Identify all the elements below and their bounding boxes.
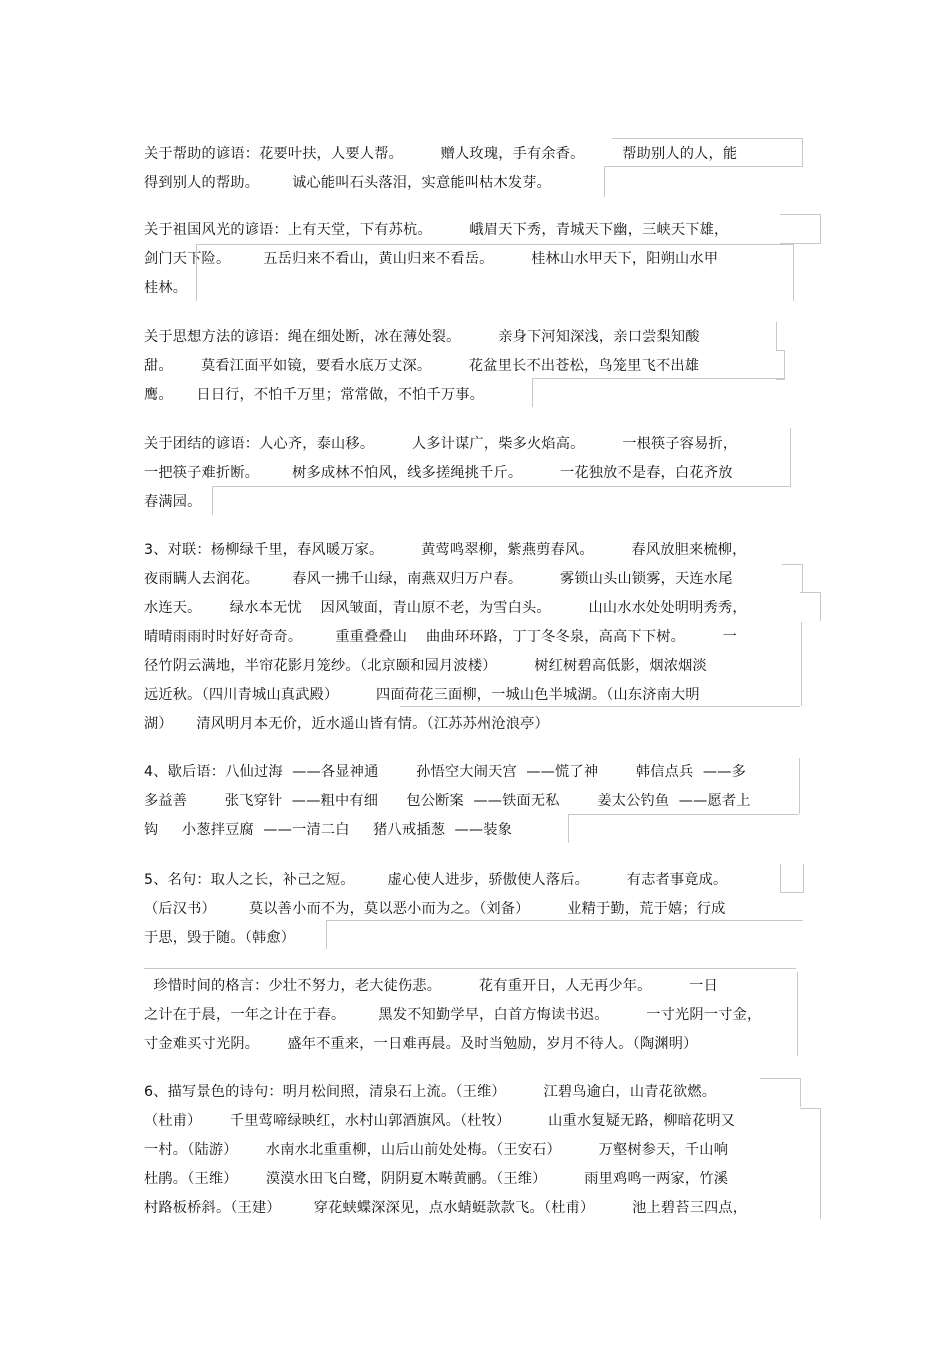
layout-fragment-line [212,486,791,515]
layout-fragment-line [780,214,821,244]
text-line: 寸金难买寸光阴。 盛年不重来，一日难再晨。及时当勉励，岁月不待人。（陶渊明） [144,1036,698,1052]
layout-fragment-line [760,1078,801,1107]
layout-fragment-line [568,814,799,843]
layout-fragment-line [796,972,798,1056]
text-line: 关于思想方法的谚语：绳在细处断，冰在薄处裂。 亲身下河知深浅，亲口尝梨知酸 [144,329,700,345]
text-line: 关于团结的谚语：人心齐，泰山移。 人多计谋广，柴多火焰高。 一根筷子容易折， [144,436,738,452]
text-line: （后汉书） 莫以善小而不为，莫以恶小而为之。（刘备） 业精于勤，荒于嬉；行成 [144,901,726,917]
text-line: 得到别人的帮助。 诚心能叫石头落泪，实意能叫枯木发芽。 [144,175,552,191]
text-line: 桂林。 [144,280,188,296]
layout-fragment-line [532,378,785,407]
text-line: 径竹阴云满地，半帘花影月笼纱。（北京颐和园月波楼） 树红树碧高低影，烟浓烟淡 [144,658,707,674]
text-line: 夜雨瞒人去润花。 春风一拂千山绿，南燕双归万户春。 雾锁山头山锁雾，天连水尾 [144,571,733,587]
layout-fragment-line [800,1108,821,1219]
text-line: 杜鹃。（王维） 漠漠水田飞白鹭，阴阴夏木啭黄鹂。（王维） 雨里鸡鸣一两家，竹溪 [144,1171,729,1187]
layout-fragment-line [790,428,792,486]
layout-fragment-line [604,166,803,197]
text-line: 关于祖国风光的谚语：上有天堂，下有苏杭。 峨眉天下秀，青城天下幽，三峡天下雄， [144,222,729,238]
layout-fragment-line [780,864,804,893]
text-line: 3、对联：杨柳绿千里，春风暖万家。 黄莺鸣翠柳，紫燕剪春风。 春风放胆来梳柳， [144,542,747,558]
layout-fragment-line [800,592,821,621]
text-line: 一村。（陆游） 水南水北重重柳，山后山前处处梅。（王安石） 万壑树参天，千山响 [144,1142,729,1158]
text-line: 5、名句：取人之长，补己之短。 虚心使人进步，骄傲使人落后。 有志者事竟成。 [144,872,728,888]
text-line: （杜甫） 千里莺啼绿映红，水村山郭酒旗风。（杜牧） 山重水复疑无路，柳暗花明又 [144,1113,736,1129]
layout-fragment-line [144,968,796,970]
layout-fragment-line [196,244,794,301]
text-line: 之计在于晨，一年之计在于春。 黑发不知勤学早，白首方悔读书迟。 一寸光阴一寸金， [144,1007,762,1023]
layout-fragment-line [798,758,800,814]
layout-fragment-line [612,138,803,167]
couplets-section [144,536,747,739]
text-line: 珍惜时间的格言：少壮不努力，老大徒伤悲。 花有重开日，人无再少年。 一日 [144,978,718,994]
text-line: 鹰。 日日行，不怕千万里；常常做，不怕千万事。 [144,387,485,403]
layout-fragment-line [400,706,800,708]
layout-fragment-line [326,920,803,949]
layout-fragment-line [782,564,803,593]
text-line: 于思，毁于随。（韩愈） [144,930,296,946]
layout-fragment-line [776,322,778,350]
text-line: 一把筷子难折断。 树多成林不怕风，线多搓绳挑千斤。 一花独放不是春，白花齐放 [144,465,733,481]
text-line: 晴晴雨雨时时好好奇奇。 重重叠叠山 曲曲环环路，丁丁冬冬泉，高高下下树。 一 [144,629,738,645]
text-line: 湖） 清风明月本无价，近水遥山皆有情。（江苏苏州沧浪亭） [144,716,549,732]
text-line: 4、歇后语：八仙过海 ——各显神通 孙悟空大闹天宫 ——慌了神 韩信点兵 ——多 [144,764,747,780]
time-maxims-paragraph [144,972,761,1059]
scenery-poems-section [144,1078,747,1223]
text-line: 钩 小葱拌豆腐 ——一清二白 猪八戒插葱 ——装象 [144,822,513,838]
text-line: 春满园。 [144,494,202,510]
text-line: 多益善 张飞穿针 ——粗中有细 包公断案 ——铁面无私 姜太公钓鱼 ——愿者上 [144,793,751,809]
text-line: 远近秋。（四川青城山真武殿） 四面荷花三面柳，一城山色半城湖。（山东济南大明 [144,687,700,703]
text-line: 关于帮助的谚语：花要叶扶，人要人帮。 赠人玫瑰，手有余香。 帮助别人的人，能 [144,146,738,162]
layout-fragment-line [800,622,802,706]
text-line: 水连天。 绿水本无忧 因风皱面，青山原不老，为雪白头。 山山水水处处明明秀秀， [144,600,747,616]
text-line: 甜。 莫看江面平如镜，要看水底万丈深。 花盆里长不出苍松，鸟笼里飞不出雄 [144,358,700,374]
text-line: 村路板桥斜。（王建） 穿花蛱蝶深深见，点水蜻蜓款款飞。（杜甫） 池上碧苔三四点， [144,1200,748,1216]
text-line: 6、描写景色的诗句：明月松间照，清泉石上流。（王维） 江碧鸟逾白，山青花欲燃。 [144,1084,717,1100]
text-line: 剑门天下险。 五岳归来不看山，黄山归来不看岳。 桂林山水甲天下，阳朔山水甲 [144,251,719,267]
layout-fragment-line [776,350,785,380]
